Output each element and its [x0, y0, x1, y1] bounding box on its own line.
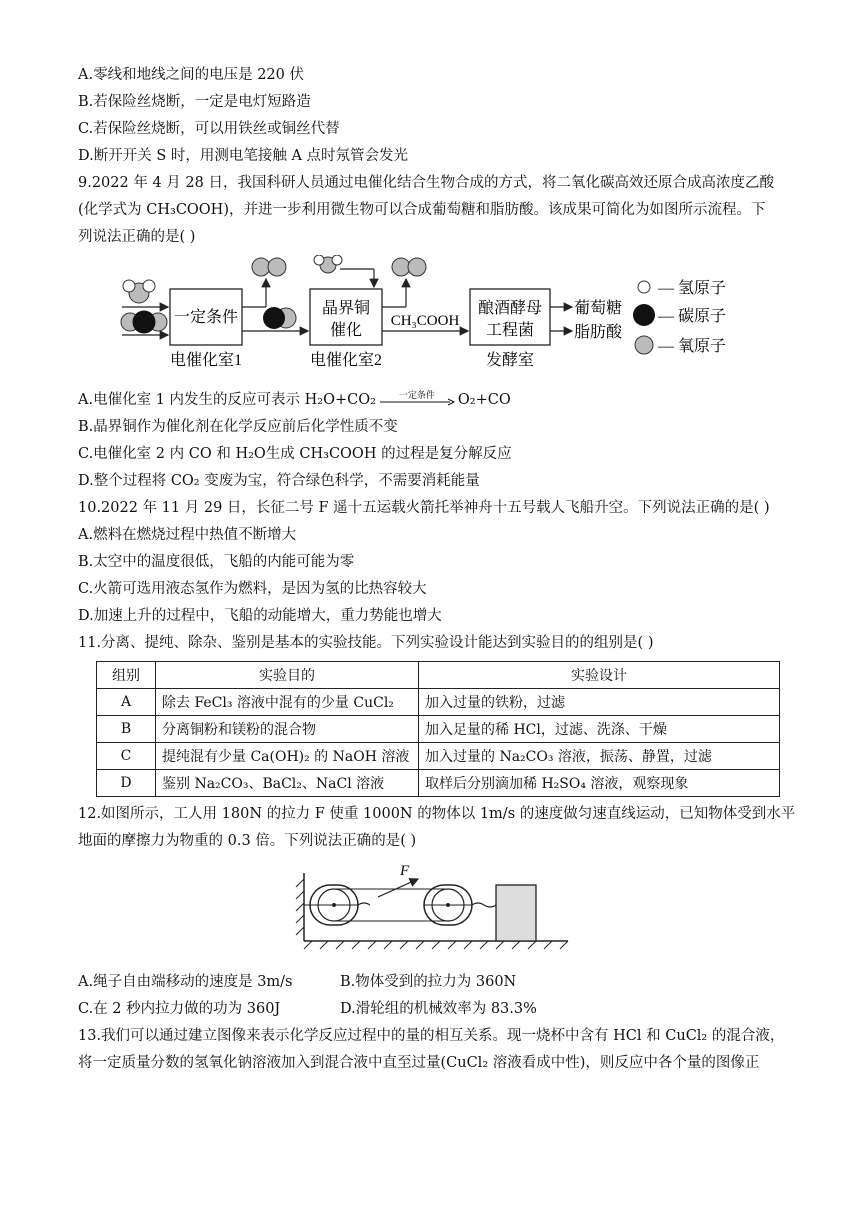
q9-option-a-post: O₂+CO	[457, 392, 511, 408]
room1-label: 电催化室1	[169, 352, 243, 369]
room2-label: 电催化室2	[309, 352, 383, 369]
reaction-arrow	[378, 391, 456, 410]
legend-hydrogen: — 氢原子	[658, 280, 727, 297]
q10-option-a: A.燃料在燃烧过程中热值不断增大	[78, 527, 297, 543]
pulley-svg	[78, 861, 784, 961]
box-copper-label-2: 催化	[329, 322, 363, 339]
row-goal: 鉴别 Na₂CO₃、BaCl₂、NaCl 溶液	[156, 770, 419, 797]
q9-option-d: D.整个过程将 CO₂ 变废为宝，符合绿色科学，不需要消耗能量	[78, 473, 480, 489]
o2-molecule-icon	[252, 258, 286, 276]
q9-flow-diagram	[78, 255, 784, 385]
q13-stem-line2: 将一定质量分数的氢氧化钠溶液加入到混合液中直至过量(CuCl₂ 溶液看成中性)，则反应中各个量的图像正	[78, 1055, 760, 1071]
row-goal: 除去 FeCl₃ 溶液中混有的少量 CuCl₂	[156, 689, 419, 716]
q9-stem-line3: 列说法正确的是( )	[78, 229, 196, 245]
glucose-label: 葡萄糖	[574, 300, 623, 317]
q13-stem-line1: 13.我们可以通过建立图像来表示化学反应过程中的量的相互关系。现一烧杯中含有 HCl 和 CuCl₂ 的混合液，	[78, 1028, 785, 1044]
fatty-acid-label: 脂肪酸	[574, 324, 623, 341]
row-group: B	[97, 716, 156, 743]
q12-option-b: B.物体受到的拉力为 360N	[340, 974, 517, 990]
acetic-acid-label: CH₃COOH	[390, 313, 460, 329]
q9-option-a-pre: A.电催化室 1 内发生的反应可表示 H₂O+CO₂	[78, 392, 376, 408]
row-group: C	[97, 743, 156, 770]
header-design: 实验设计	[419, 662, 780, 689]
q12-pulley-diagram	[78, 861, 784, 961]
q8-option-c: C.若保险丝烧断，可以用铁丝或铜丝代替	[78, 121, 340, 137]
header-group: 组别	[97, 662, 156, 689]
room3-label: 发酵室	[485, 352, 535, 369]
header-goal: 实验目的	[156, 662, 419, 689]
force-label: F	[400, 863, 410, 879]
q9-option-a	[78, 391, 784, 410]
q8-option-d: D.断开开关 S 时，用测电笔接触 A 点时氖管会发光	[78, 148, 409, 164]
q9-option-c: C.电催化室 2 内 CO 和 H₂O生成 CH₃COOH 的过程是复分解反应	[78, 446, 512, 462]
legend-oxygen: — 氧原子	[658, 338, 727, 355]
h2o-input-icon	[314, 255, 342, 273]
reaction-condition: 一定条件	[398, 391, 435, 401]
row-group: D	[97, 770, 156, 797]
row-group: A	[97, 689, 156, 716]
box-yeast-label-2: 工程菌	[485, 322, 535, 339]
q10-option-c: C.火箭可选用液态氢作为燃料，是因为氢的比热容较大	[78, 581, 427, 597]
q8-option-b: B.若保险丝烧断，一定是电灯短路造	[78, 94, 311, 110]
table-header-row	[97, 662, 780, 689]
fixed-pulley-icon	[304, 885, 358, 925]
co2-molecule-icon	[121, 311, 167, 333]
moving-pulley-icon	[424, 885, 496, 925]
table-row	[97, 689, 780, 716]
q12-stem-line1: 12.如图所示，工人用 180N 的拉力 F 使重 1000N 的物体以 1m/s 的速度做匀速直线运动，已知物体受到水平	[78, 806, 796, 822]
h2o-molecule-icon	[123, 280, 155, 303]
q12-stem-line2: 地面的摩擦力为物重的 0.3 倍。下列说法正确的是( )	[78, 833, 417, 849]
q8-options	[78, 66, 784, 166]
block-object	[496, 885, 536, 941]
flow-diagram-svg	[78, 255, 784, 385]
q12-options-row-1	[78, 973, 784, 992]
co-molecule-icon	[263, 307, 296, 329]
row-goal: 分离铜粉和镁粉的混合物	[156, 716, 419, 743]
table-row	[97, 770, 780, 797]
box-copper-label-1: 晶界铜	[321, 300, 371, 317]
q9-stem-line2: (化学式为 CH₃COOH)，并进一步利用微生物可以合成葡萄糖和脂肪酸。该成果可简化为如图所示流程。下	[78, 202, 766, 218]
q10-option-d: D.加速上升的过程中，飞船的动能增大，重力势能也增大	[78, 608, 442, 624]
table-row	[97, 716, 780, 743]
q8-option-a: A.零线和地线之间的电压是 220 伏	[78, 67, 304, 83]
box-yeast-label-1: 酿酒酵母	[477, 300, 543, 317]
q12-option-d: D.滑轮组的机械效率为 83.3%	[340, 1001, 537, 1017]
q10-option-b: B.太空中的温度很低，飞船的内能可能为零	[78, 554, 355, 570]
q9-option-b: B.晶界铜作为催化剂在化学反应前后化学性质不变	[78, 419, 398, 435]
row-design: 加入过量的 Na₂CO₃ 溶液，振荡、静置，过滤	[419, 743, 780, 770]
q9-stem-line1: 9.2022 年 4 月 28 日，我国科研人员通过电催化结合生物合成的方式，将二氧化碳高效还原合成高浓度乙酸	[78, 175, 774, 191]
q11-stem: 11.分离、提纯、除杂、鉴别是基本的实验技能。下列实验设计能达到实验目的的组别是( )	[78, 635, 654, 651]
legend-carbon: — 碳原子	[658, 308, 727, 325]
document-page	[78, 66, 796, 1081]
box-condition-label: 一定条件	[173, 309, 239, 326]
carbon-atom-icon	[633, 304, 655, 326]
hydrogen-atom-icon	[638, 281, 650, 293]
o2-output-icon	[392, 258, 426, 276]
row-design: 加入过量的铁粉，过滤	[419, 689, 780, 716]
row-design: 取样后分别滴加稀 H₂SO₄ 溶液，观察现象	[419, 770, 780, 797]
table-row	[97, 743, 780, 770]
q12-option-c: C.在 2 秒内拉力做的功为 360J	[78, 1001, 281, 1017]
oxygen-atom-icon	[635, 336, 653, 354]
q12-options-row-2	[78, 1000, 784, 1019]
row-design: 加入足量的稀 HCl，过滤、洗涤、干燥	[419, 716, 780, 743]
q12-option-a: A.绳子自由端移动的速度是 3m/s	[78, 974, 293, 990]
row-goal: 提纯混有少量 Ca(OH)₂ 的 NaOH 溶液	[156, 743, 419, 770]
q11-table	[96, 661, 780, 797]
q10-stem: 10.2022 年 11 月 29 日，长征二号 F 遥十五运载火箭托举神舟十五号载人飞船升空。下列说法正确的是( )	[78, 500, 770, 516]
